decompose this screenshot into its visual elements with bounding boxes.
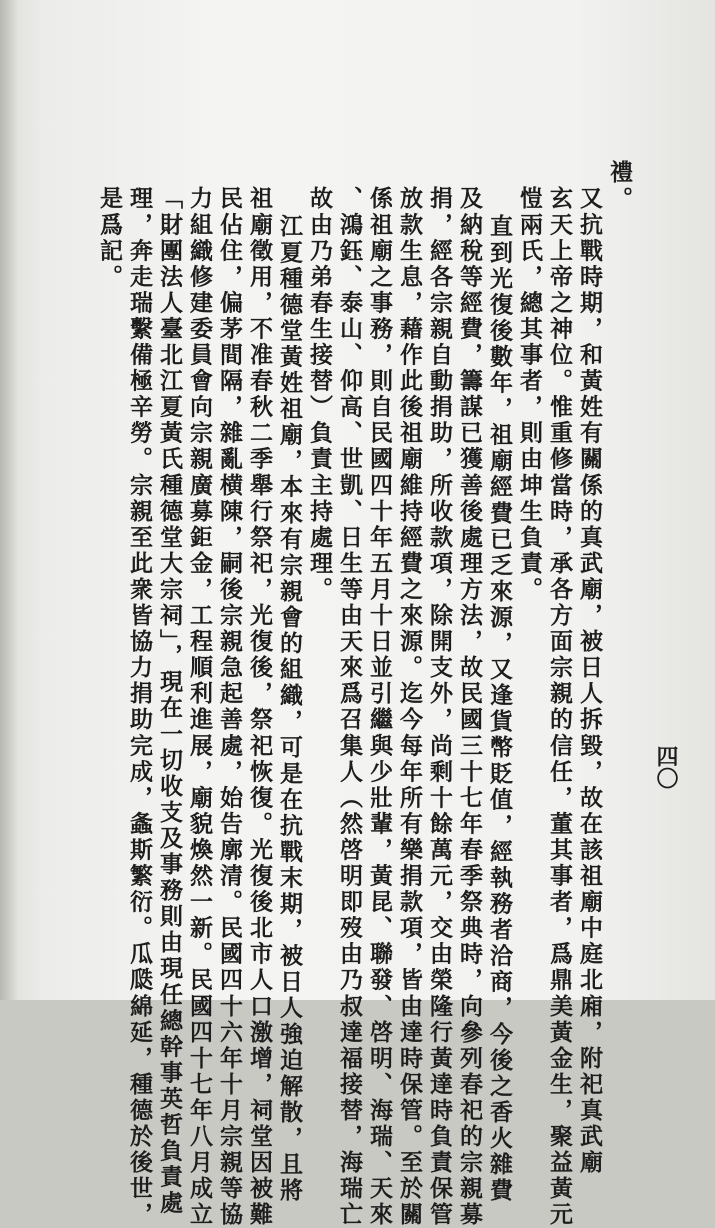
- text-column-13: 祖廟徵用，不准春秋二季舉行祭祀，光復後，祭祀恢復。光復後北市人口激增，祠堂因被難: [246, 186, 273, 1228]
- text-column-2: 又抗戰時期，和黃姓有關係的真武廟，被日人拆毀，故在該祖廟中庭北廂，附祀真武廟: [576, 186, 603, 1176]
- text-column-7: 捐，經各宗親自動捐助，所收款項，除開支外，尚剩十餘萬元，交由榮隆行黃達時負責保管: [426, 186, 453, 1228]
- text-column-5: 直到光復後數年，祖廟經費已乏來源，又逢貨幣貶值，經執務者洽商，今後之香火雜費: [486, 214, 513, 1204]
- text-column-3: 玄天上帝之神位。惟重修當時，承各方面宗親的信任，董其事者，爲鼎美黃金生，聚益黃元: [546, 186, 573, 1228]
- text-column-14: 民佔住，偏茅間隔，雜亂横陳，嗣後宗親急起善處，始告廓清。民國四十六年十月宗親等協: [216, 186, 243, 1228]
- text-column-15: 力組織修建委員會向宗親廣募鉅金，工程順利進展，廟貌煥然一新。民國四十七年八月成立: [186, 186, 213, 1228]
- text-column-8: 放款生息，藉作此後祖廟維持經費之來源。迄今每年所有樂捐款項，皆由達時保管。至於關: [396, 186, 423, 1228]
- binding-shadow: [0, 0, 18, 1000]
- text-column-16: 「財團法人臺北江夏黃氏種德堂大宗祠」，現在一切收支及事務則由現任總幹事英哲負責處: [156, 186, 183, 1217]
- text-column-4: 愷兩氏，總其事者，則由坤生負責。: [516, 186, 543, 603]
- text-column-11: 故由乃弟春生接替）負責主持處理。: [306, 186, 333, 603]
- text-column-17: 理，奔走瑞繫備極辛勞。宗親至此衆皆協力捐助完成，螽斯繁衍。瓜瓞綿延，種德於後世，: [126, 186, 153, 1228]
- text-column-1: 禮。: [606, 160, 633, 213]
- page-number: 四〇: [653, 745, 679, 789]
- text-column-6: 及納稅等經費，籌謀已獲善後處理方法，故民國三十七年春季祭典時，向參列春祀的宗親募: [456, 186, 483, 1228]
- text-column-10: 、鴻鈺、泰山、仰高、世凱、日生等由天來爲召集人（然啓明即歿由乃叔達福接替，海瑞亡: [336, 186, 363, 1228]
- text-column-9: 係祖廟之事務，則自民國四十年五月十日並引繼與少壯輩，黃昆、聯發、啓明、海瑞、天來: [366, 186, 393, 1228]
- text-column-18: 是爲記。: [96, 186, 123, 291]
- text-column-12: 江夏種德堂黃姓祖廟，本來有宗親會的組織，可是在抗戰末期，被日人強迫解散，且將: [276, 214, 303, 1204]
